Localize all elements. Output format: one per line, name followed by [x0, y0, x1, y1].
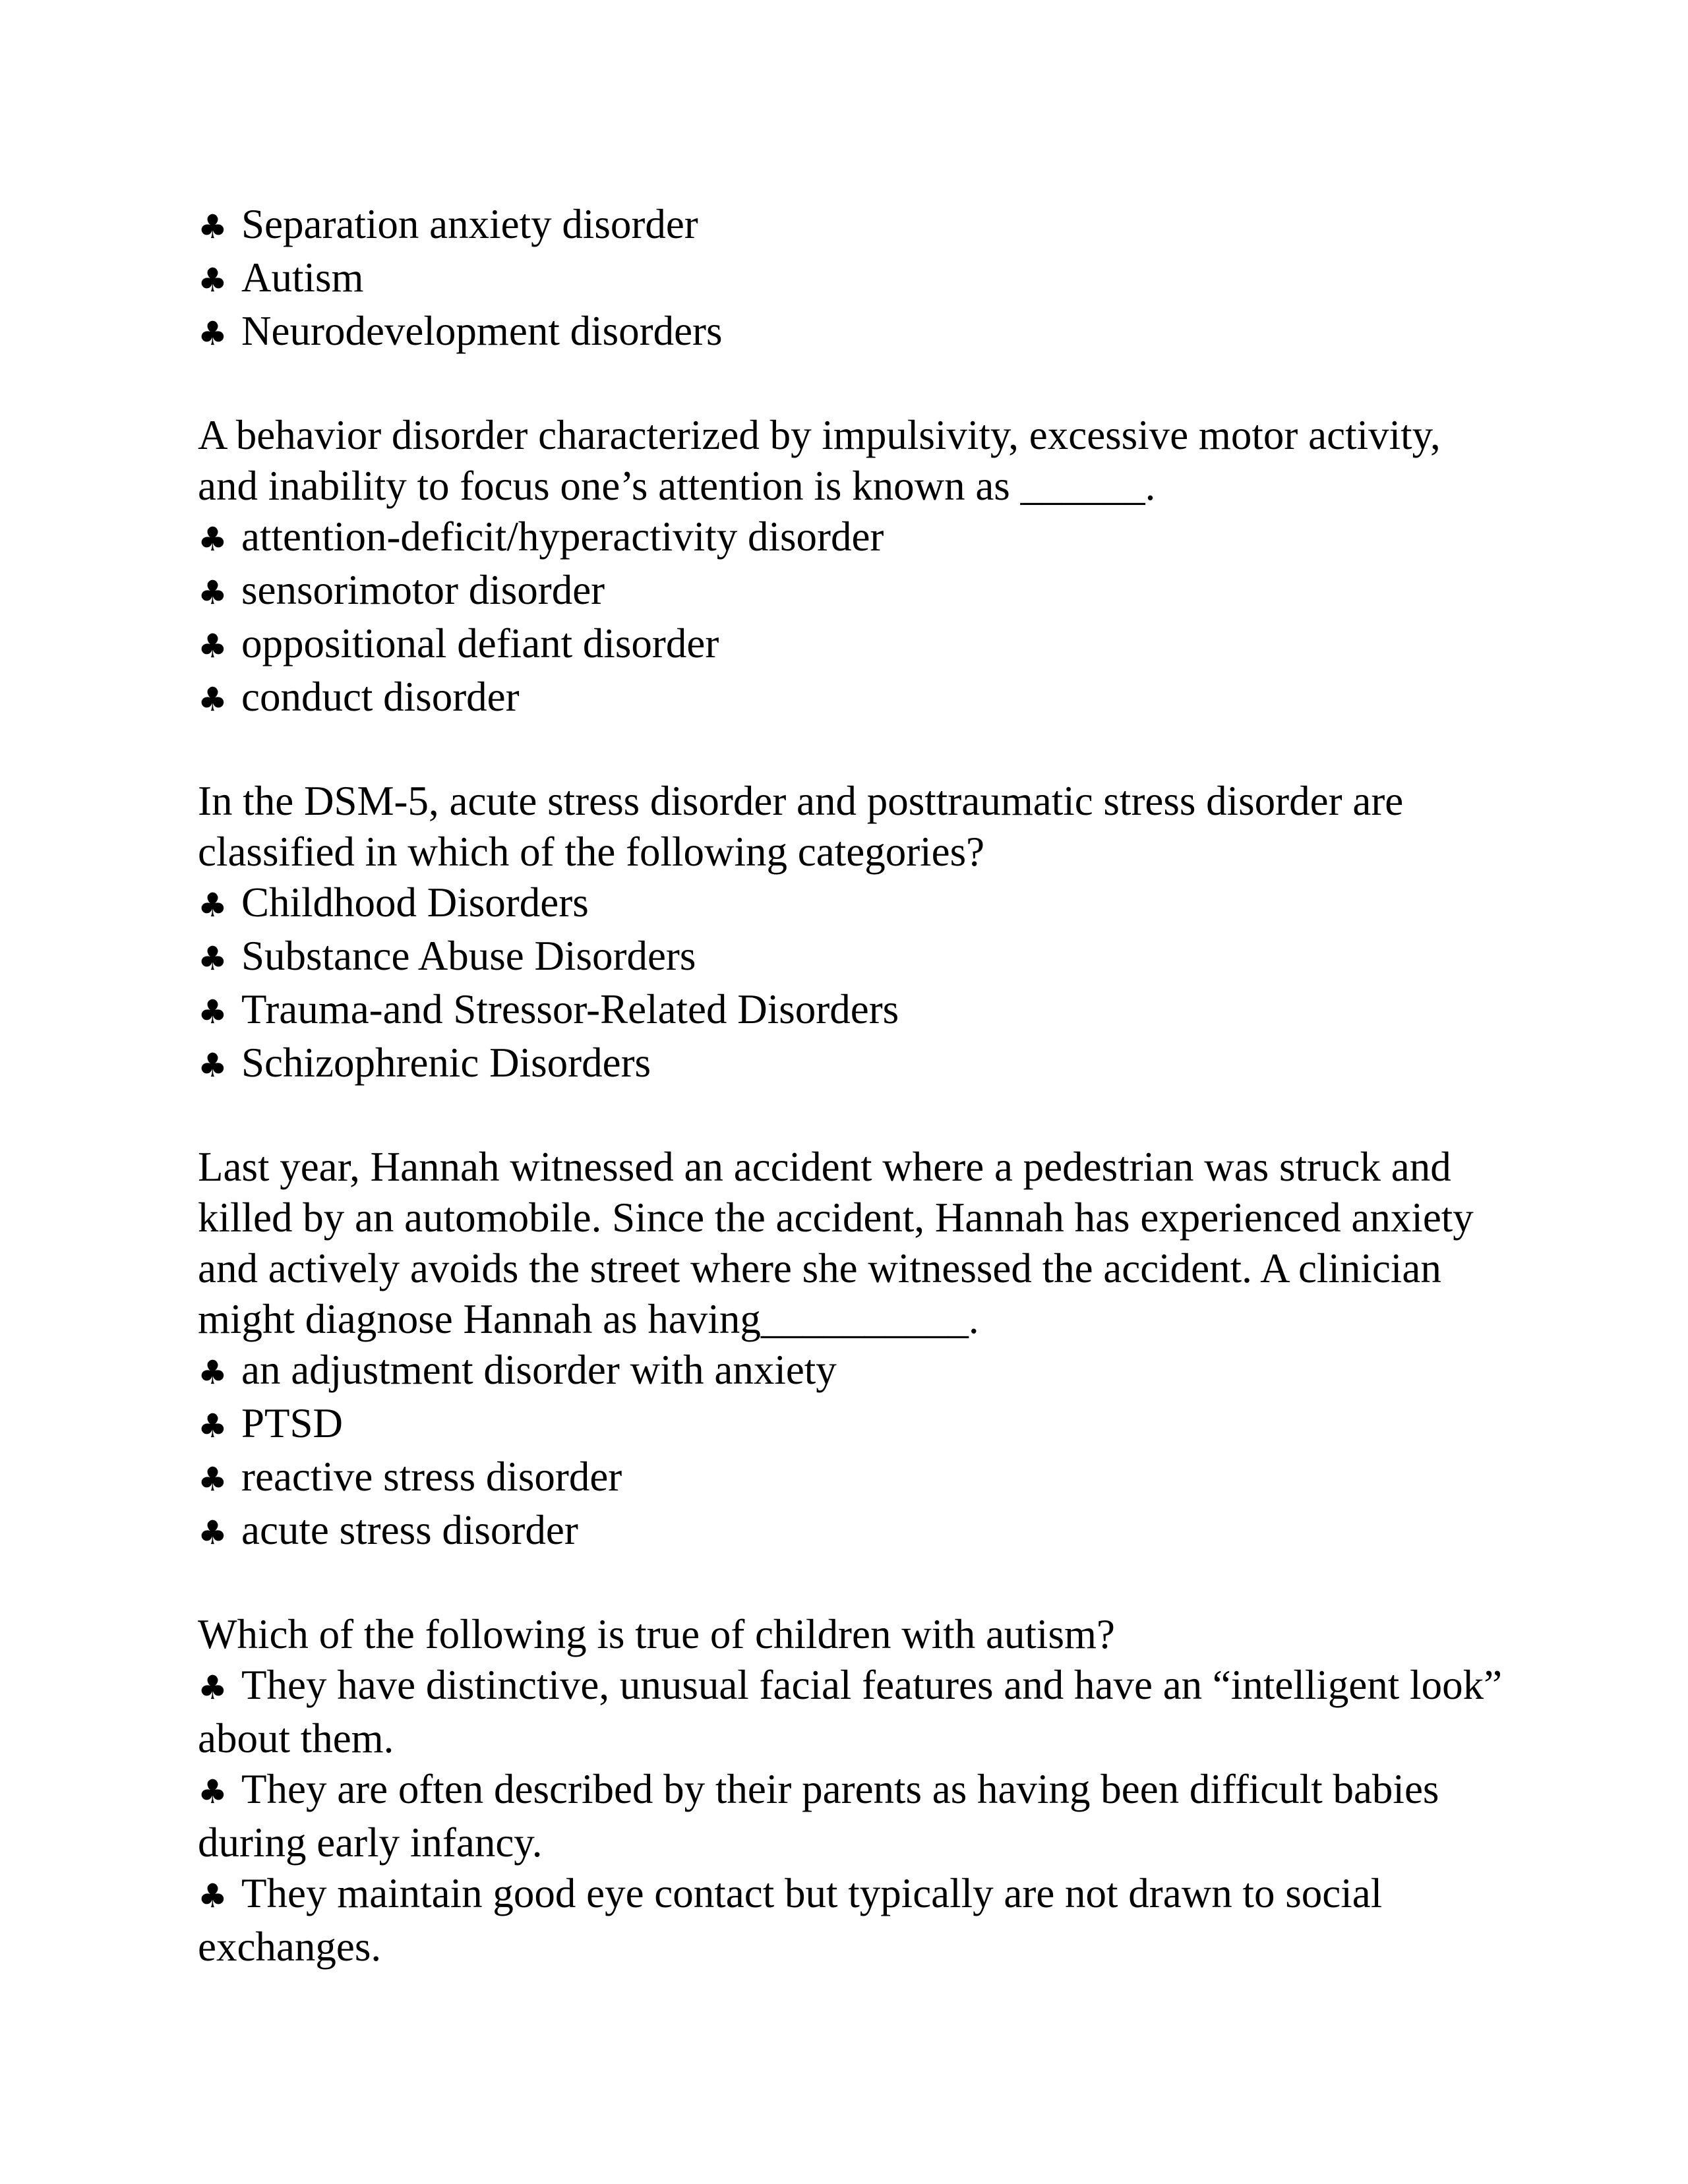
- answer-option-text: Childhood Disorders: [241, 879, 589, 926]
- club-icon: ♣: [198, 680, 227, 719]
- answer-option: [198, 931, 1510, 984]
- answer-option-text: Schizophrenic Disorders: [241, 1040, 651, 1086]
- question-text: In the DSM-5, acute stress disorder and posttraumatic stress disorder are classified in which of the following categories?: [198, 778, 1404, 875]
- document-page: [198, 199, 1510, 1972]
- answer-option: [198, 984, 1510, 1038]
- answer-option-text: acute stress disorder: [241, 1507, 578, 1553]
- answer-option-text: Neurodevelopment disorders: [241, 308, 723, 354]
- answer-option: [198, 1505, 1510, 1558]
- club-icon: ♣: [198, 208, 227, 246]
- club-icon: ♣: [198, 1773, 227, 1811]
- club-icon: ♣: [198, 627, 227, 665]
- club-icon: ♣: [198, 993, 227, 1031]
- answer-option: [198, 512, 1510, 565]
- answer-option: [198, 618, 1510, 672]
- club-icon: ♣: [198, 261, 227, 299]
- question-text: Which of the following is true of children with autism?: [198, 1611, 1115, 1657]
- club-icon: ♣: [198, 574, 227, 612]
- club-icon: ♣: [198, 1407, 227, 1445]
- answer-option: [198, 1038, 1510, 1091]
- answer-option: [198, 252, 1510, 306]
- club-icon: ♣: [198, 314, 227, 353]
- club-icon: ♣: [198, 1514, 227, 1552]
- answer-option-text: PTSD: [241, 1400, 344, 1446]
- question-block: [198, 1142, 1510, 1558]
- question-text: A behavior disorder characterized by impulsivity, excessive motor activity, and inability to focus one’s attention is known as ______.: [198, 412, 1441, 509]
- club-icon: ♣: [198, 886, 227, 924]
- club-icon: ♣: [198, 1668, 227, 1707]
- answer-option: [198, 1660, 1510, 1764]
- club-icon: ♣: [198, 939, 227, 978]
- answer-option: [198, 199, 1510, 252]
- club-icon: ♣: [198, 1877, 227, 1915]
- club-icon: ♣: [198, 1460, 227, 1498]
- answer-option-text: Trauma-and Stressor-Related Disorders: [241, 986, 899, 1032]
- answer-option-text: oppositional defiant disorder: [241, 620, 719, 666]
- answer-option-text: attention-deficit/hyperactivity disorder: [241, 514, 884, 560]
- answer-option-text: an adjustment disorder with anxiety: [241, 1347, 837, 1393]
- answer-option: [198, 1764, 1510, 1868]
- answer-option-text: Substance Abuse Disorders: [241, 933, 696, 979]
- answer-option-text: sensorimotor disorder: [241, 567, 605, 613]
- answer-option: [198, 1868, 1510, 1972]
- answer-option-text: They are often described by their parents as having been difficult babies during early infancy.: [198, 1766, 1439, 1866]
- answer-option: [198, 877, 1510, 931]
- answer-option-text: Separation anxiety disorder: [241, 201, 698, 247]
- answer-option-text: reactive stress disorder: [241, 1454, 622, 1500]
- club-icon: ♣: [198, 1046, 227, 1084]
- answer-option-text: Autism: [241, 254, 364, 301]
- answer-option: [198, 1452, 1510, 1505]
- question-block: [198, 1609, 1510, 1972]
- answer-option: [198, 306, 1510, 359]
- question-block: [198, 410, 1510, 725]
- answer-option: [198, 1398, 1510, 1452]
- club-icon: ♣: [198, 520, 227, 558]
- question-text: Last year, Hannah witnessed an accident where a pedestrian was struck and killed by an automobile. Since the accident, Hannah has experienced anxiety and actively avoids the street where she witnessed the accident. A clinician might diagnose Hannah as having__________.: [198, 1144, 1474, 1342]
- answer-option: [198, 672, 1510, 725]
- question-block: [198, 199, 1510, 359]
- answer-option: [198, 1345, 1510, 1398]
- answer-option: [198, 565, 1510, 618]
- answer-option-text: conduct disorder: [241, 674, 520, 720]
- answer-option-text: They have distinctive, unusual facial features and have an “intelligent look” about them.: [198, 1662, 1503, 1761]
- club-icon: ♣: [198, 1353, 227, 1392]
- answer-option-text: They maintain good eye contact but typically are not drawn to social exchanges.: [198, 1870, 1383, 1970]
- question-block: [198, 776, 1510, 1091]
